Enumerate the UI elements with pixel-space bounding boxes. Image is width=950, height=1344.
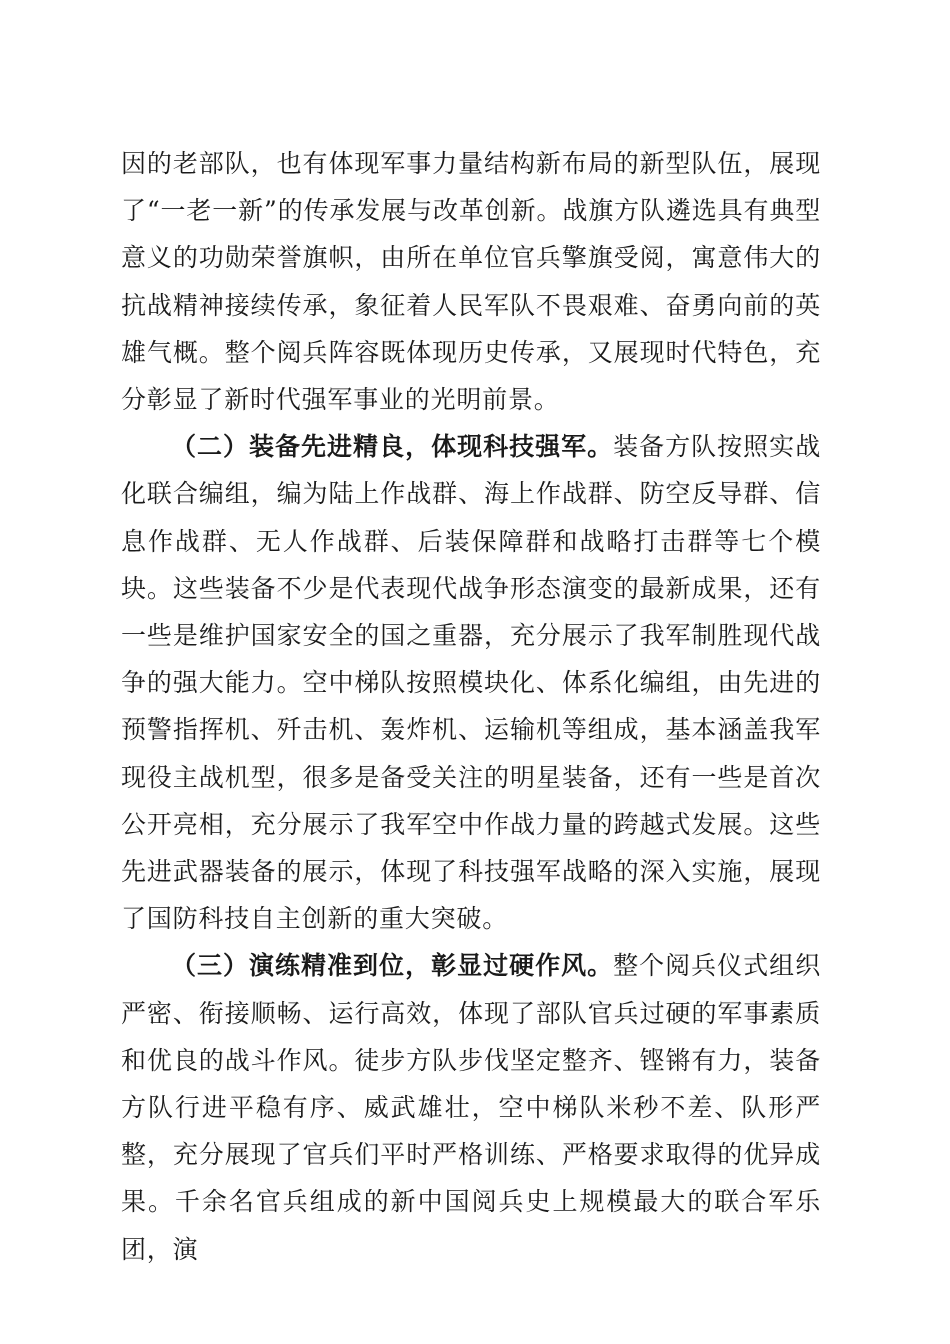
paragraph-2-text: 装备方队按照实战化联合编组，编为陆上作战群、海上作战群、防空反导群、信息作战群、无人作战群、后装保障群和战略打击群等七个模块。这些装备不少是代表现代战争形态演变的最新成果，还有一些是维护国家安全的国之重器，充分展示了我军制胜现代战争的强大能力。空中梯队按照模块化、体系化编组，由先进的预警指挥机、歼击机、轰炸机、运输机等组成，基本涵盖我军现役主战机型，很多是备受关注的明星装备，还有一些是首次公开亮相，充分展示了我军空中作战力量的跨越式发展。这些先进武器装备的展示，体现了科技强军战略的深入实施，展现了国防科技自主创新的重大突破。 [121,432,821,934]
body-text [121,140,821,1273]
paragraph-2 [121,423,821,942]
paragraph-3-heading: （三）演练精准到位，彰显过硬作风。 [171,951,614,981]
paragraph-1 [121,140,821,423]
paragraph-1-text: 因的老部队，也有体现军事力量结构新布局的新型队伍，展现了“一老一新”的传承发展与改革创新。战旗方队遴选具有典型意义的功勋荣誉旗帜，由所在单位官兵擎旗受阅，寓意伟大的抗战精神接续传承，象征着人民军队不畏艰难、奋勇向前的英雄气概。整个阅兵阵容既体现历史传承，又展现时代特色，充分彰显了新时代强军事业的光明前景。 [121,149,821,415]
paragraph-3-text: 整个阅兵仪式组织严密、衔接顺畅、运行高效，体现了部队官兵过硬的军事素质和优良的战斗作风。徒步方队步伐坚定整齐、铿锵有力，装备方队行进平稳有序、威武雄壮，空中梯队米秒不差、队形严整，充分展现了官兵们平时严格训练、严格要求取得的优异成果。千余名官兵组成的新中国阅兵史上规模最大的联合军乐团，演 [121,951,821,1264]
paragraph-3 [121,942,821,1272]
paragraph-2-heading: （二）装备先进精良，体现科技强军。 [171,432,614,462]
